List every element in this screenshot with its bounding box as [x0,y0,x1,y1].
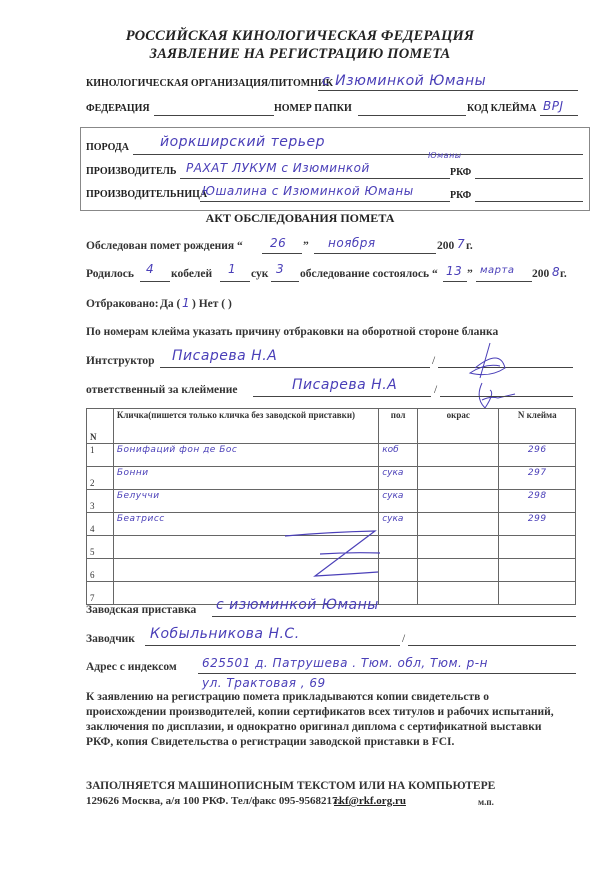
puppy-mark[interactable]: 297 [499,467,576,490]
puppy-name[interactable]: Бонифаций фон де Бос [113,444,378,467]
puppy-sex[interactable]: коб [379,444,418,467]
breeder-signature-line[interactable] [408,645,576,646]
kennel-prefix-value[interactable]: с изюминкой Юманы [216,597,379,613]
dam-rkf-line[interactable] [475,201,583,202]
birth-year-prefix: 200 [437,240,455,252]
females-label: сук [251,268,269,280]
dam-label: ПРОИЗВОДИТЕЛЬНИЦА [86,189,208,200]
culled-yes-label: Да ( [160,298,181,310]
row-number: 6 [87,559,114,582]
cull-note: По номерам клейма указать причину отбраковки на оборотной стороне бланка [86,326,499,338]
exam-day-line [443,281,467,282]
breed-label: ПОРОДА [86,142,129,153]
born-line [140,281,170,282]
sire-line [180,178,450,179]
header-color: окрас [418,409,499,444]
brand-code-label: КОД КЛЕЙМА [467,103,537,114]
puppy-mark[interactable]: 299 [499,513,576,536]
exam-day[interactable]: 13 [446,264,463,278]
puppy-mark[interactable] [499,536,576,559]
row-number: 1 [87,444,114,467]
brand-code-value[interactable]: BPJ [543,99,564,113]
dam-rkf-label: РКФ [450,190,472,201]
birth-month-line [314,253,436,254]
sire-value-suffix: Юманы [428,151,462,160]
responsible-signature-line[interactable] [440,396,573,397]
birth-month[interactable]: ноября [328,236,376,250]
responsible-label: ответственный за клеймение [86,384,238,396]
birth-day-line [262,253,302,254]
header-sex: пол [379,409,418,444]
act-title: АКТ ОБСЛЕДОВАНИЯ ПОМЕТА [205,211,395,225]
address-line2[interactable]: ул. Трактовая , 69 [202,676,326,690]
email-link[interactable]: rkf@rkf.org.ru [334,795,406,807]
table-row [87,444,576,467]
responsible-value[interactable]: Писарева Н.А [292,377,398,393]
puppy-sex[interactable]: сука [379,513,418,536]
exam-year-suffix: г. [560,268,567,280]
puppy-mark[interactable]: 296 [499,444,576,467]
birth-label: Обследован помет рождения “ [86,240,243,252]
breeder-line [145,645,400,646]
dam-value[interactable]: Юшалина с Изюминкой Юманы [202,184,414,198]
org-line [318,90,578,91]
row-number: 4 [87,513,114,536]
puppy-color[interactable] [418,559,499,582]
kennel-prefix-label: Заводская приставка [86,604,197,616]
born-label: Родилось [86,268,134,280]
instructor-value[interactable]: Писарева Н.А [172,348,278,364]
folder-line[interactable] [358,115,466,116]
exam-month-line [476,281,532,282]
address-label: Адрес с индексом [86,661,177,673]
males-value[interactable]: 1 [228,262,237,276]
kennel-prefix-line [212,616,576,617]
sire-rkf-label: РКФ [450,167,472,178]
females-line [271,281,299,282]
puppy-mark[interactable]: 298 [499,490,576,513]
breed-line [133,154,583,155]
females-value[interactable]: 3 [276,262,285,276]
puppy-color[interactable] [418,444,499,467]
puppy-mark[interactable] [499,582,576,605]
puppy-sex[interactable]: сука [379,467,418,490]
federation-line[interactable] [154,115,274,116]
puppy-color[interactable] [418,467,499,490]
puppy-color[interactable] [418,582,499,605]
org-label: КИНОЛОГИЧЕСКАЯ ОРГАНИЗАЦИЯ/ПИТОМНИК [86,78,333,89]
responsible-slash: / [434,384,438,396]
sire-rkf-line[interactable] [475,178,583,179]
dam-line [200,201,450,202]
puppy-name[interactable]: Беатрисс [113,513,378,536]
instructor-slash: / [432,355,436,367]
header-mark: N клейма [499,409,576,444]
header-n: N [87,409,114,444]
males-line [220,281,250,282]
instructor-label: Интструктор [86,355,155,367]
exam-month[interactable]: марта [480,265,515,276]
row-number: 3 [87,490,114,513]
instructor-line [160,367,430,368]
sire-value[interactable]: РАХАТ ЛУКУМ с Изюминкой [186,161,370,175]
folder-label: НОМЕР ПАПКИ [274,103,352,114]
puppy-mark[interactable] [499,559,576,582]
empty-rows-strike-mark [280,528,390,588]
exam-mid-quote: ” [467,268,473,280]
row-number: 5 [87,536,114,559]
contact-info: 129626 Москва, а/я 100 РКФ. Тел/факс 095-9568217. [86,795,341,807]
stamp-place: м.п. [478,797,494,807]
row-number: 2 [87,467,114,490]
birth-mid-quote: ” [303,240,309,252]
culled-no-label: ) Нет ( ) [192,298,232,310]
males-label: кобелей [171,268,213,280]
federation-label: ФЕДЕРАЦИЯ [86,103,150,114]
attachments-notice: К заявлению на регистрацию помета прикладываются копии свидетельств о происхождении производителей, копии сертификатов всех титулов и рабочих испытаний, заключения по дисплазии, и однократно оригинал диплома с сертификатной выставки РКФ, копия Свидетельства о регистрации заводской приставки в FCI. [86,691,554,748]
puppy-sex[interactable]: сука [379,490,418,513]
table-row [87,467,576,490]
federation-title: РОССИЙСКАЯ КИНОЛОГИЧЕСКАЯ ФЕДЕРАЦИЯ [125,28,475,44]
birth-year-suffix: г. [466,240,473,252]
puppy-color[interactable] [418,536,499,559]
form-title: ЗАЯВЛЕНИЕ НА РЕГИСТРАЦИЮ ПОМЕТА [149,46,451,62]
breeder-value[interactable]: Кобыльникова Н.С. [150,626,300,642]
breeder-slash: / [402,633,406,645]
org-value[interactable]: с Изюминкой Юманы [322,73,487,89]
fill-instruction: ЗАПОЛНЯЕТСЯ МАШИНОПИСНЫМ ТЕКСТОМ ИЛИ НА КОМПЬЮТЕРЕ [86,780,496,792]
header-name: Кличка(пишется только кличка без заводской приставки) [113,409,378,444]
exam-year-digit[interactable]: 8 [552,265,561,279]
birth-year-digit[interactable]: 7 [457,237,466,251]
table-row [87,490,576,513]
born-value[interactable]: 4 [146,262,155,276]
row-number: 7 [87,582,114,605]
puppy-color[interactable] [418,490,499,513]
culled-yes-value[interactable]: 1 [182,296,191,310]
culled-label: Отбраковано: [86,298,159,310]
address-line1[interactable]: 625501 д. Патрушева . Тюм. обл, Тюм. р-н [202,656,488,670]
breed-value[interactable]: йоркширский терьер [160,134,326,150]
exam-label: обследование состоялось “ [300,268,438,280]
address-line [198,673,576,674]
exam-year-prefix: 200 [532,268,550,280]
birth-day[interactable]: 26 [270,236,287,250]
puppy-color[interactable] [418,513,499,536]
brand-code-line [540,115,578,116]
puppy-name[interactable]: Бонни [113,467,378,490]
breeder-label: Заводчик [86,633,135,645]
table-header-row [87,409,576,444]
responsible-line [253,396,431,397]
puppy-name[interactable]: Белуччи [113,490,378,513]
sire-label: ПРОИЗВОДИТЕЛЬ [86,166,177,177]
